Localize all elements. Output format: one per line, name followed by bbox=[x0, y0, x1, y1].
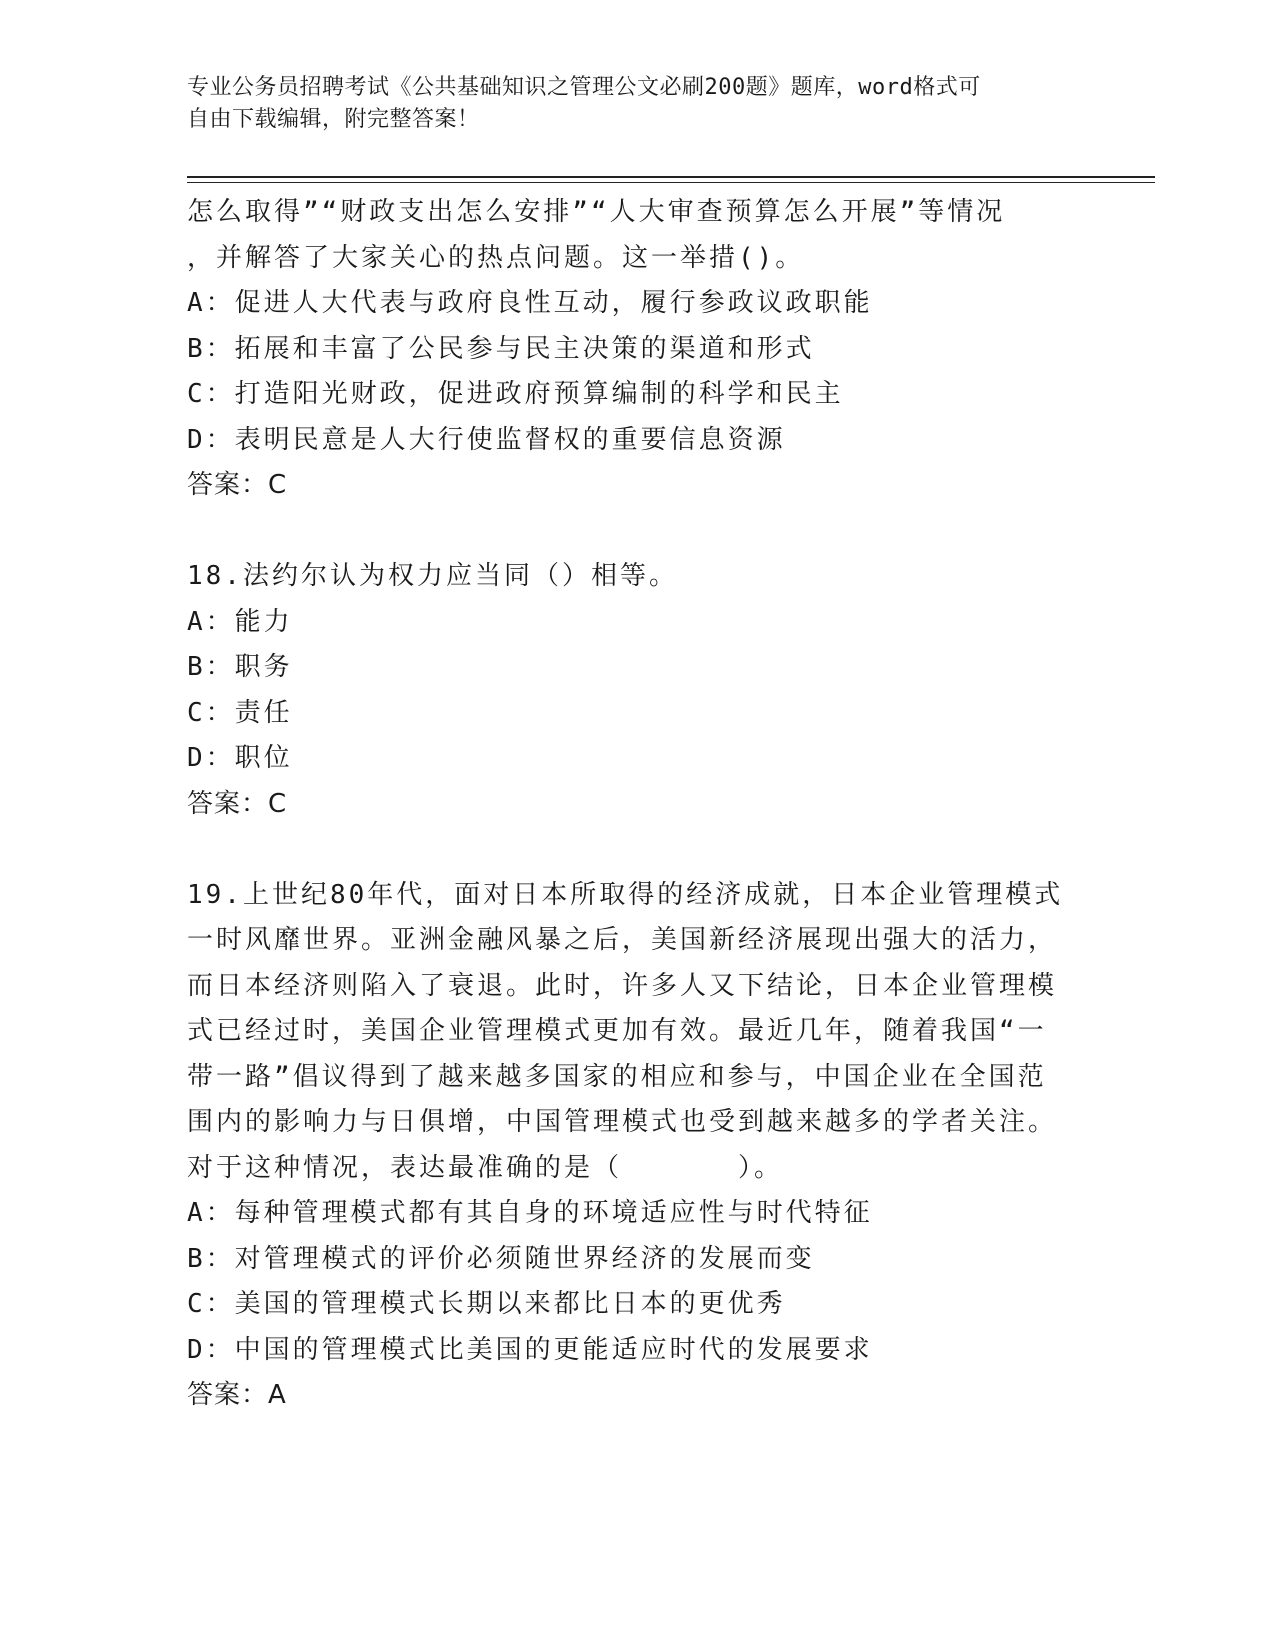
answer-line: 答案：C bbox=[187, 788, 288, 819]
header-line-1: 专业公务员招聘考试《公共基础知识之管理公文必刷200题》题库，word格式可 bbox=[187, 75, 981, 100]
option-a: A：每种管理模式都有其自身的环境适应性与时代特征 bbox=[187, 1198, 873, 1228]
document-body bbox=[187, 190, 1067, 1419]
option-d: D：中国的管理模式比美国的更能适应时代的发展要求 bbox=[187, 1334, 873, 1365]
header-divider bbox=[187, 176, 1155, 183]
question-stem-line: 围内的影响力与日俱增，中国管理模式也受到越来越多的学者关注。 bbox=[187, 1107, 1058, 1137]
option-c: C：打造阳光财政，促进政府预算编制的科学和民主 bbox=[187, 379, 844, 409]
option-a: A：促进人大代表与政府良性互动，履行参政议政职能 bbox=[187, 288, 873, 318]
option-c: C：责任 bbox=[187, 697, 293, 728]
spacer bbox=[187, 509, 1067, 555]
option-b: B：拓展和丰富了公民参与民主决策的渠道和形式 bbox=[187, 333, 815, 364]
answer-line: 答案：A bbox=[187, 1380, 287, 1410]
page-header bbox=[187, 72, 1067, 136]
question-18 bbox=[187, 554, 1067, 827]
question-stem-line: 而日本经济则陷入了衰退。此时，许多人又下结论，日本企业管理模 bbox=[187, 970, 1058, 1001]
question-19 bbox=[187, 873, 1067, 1419]
header-line-2: 自由下载编辑，附完整答案！ bbox=[187, 107, 480, 132]
spacer bbox=[187, 827, 1067, 873]
question-stem-line: 带一路”倡议得到了越来越多国家的相应和参与，中国企业在全国范 bbox=[187, 1061, 1047, 1092]
question-stem-line: 对于这种情况，表达最准确的是（ ）。 bbox=[187, 1152, 784, 1183]
question-stem-line: 一时风靡世界。亚洲金融风暴之后，美国新经济展现出强大的活力， bbox=[187, 925, 1058, 955]
question-stem-line: 式已经过时，美国企业管理模式更加有效。最近几年，随着我国“一 bbox=[187, 1016, 1047, 1046]
option-d: D：职位 bbox=[187, 743, 293, 773]
question-17 bbox=[187, 190, 1067, 509]
answer-line: 答案：C bbox=[187, 470, 288, 500]
option-c: C：美国的管理模式长期以来都比日本的更优秀 bbox=[187, 1289, 786, 1319]
option-a: A：能力 bbox=[187, 606, 293, 637]
question-stem-line: 18.法约尔认为权力应当同（）相等。 bbox=[187, 561, 678, 591]
option-b: B：职务 bbox=[187, 652, 293, 682]
question-stem-line: 19.上世纪80年代，面对日本所取得的经济成就，日本企业管理模式 bbox=[187, 879, 1064, 910]
option-d: D：表明民意是人大行使监督权的重要信息资源 bbox=[187, 424, 786, 455]
option-b: B：对管理模式的评价必须随世界经济的发展而变 bbox=[187, 1243, 815, 1274]
question-stem-line: ，并解答了大家关心的热点问题。这一举措()。 bbox=[187, 242, 805, 273]
question-stem-line: 怎么取得”“财政支出怎么安排”“人大审查预算怎么开展”等情况 bbox=[187, 197, 1006, 227]
